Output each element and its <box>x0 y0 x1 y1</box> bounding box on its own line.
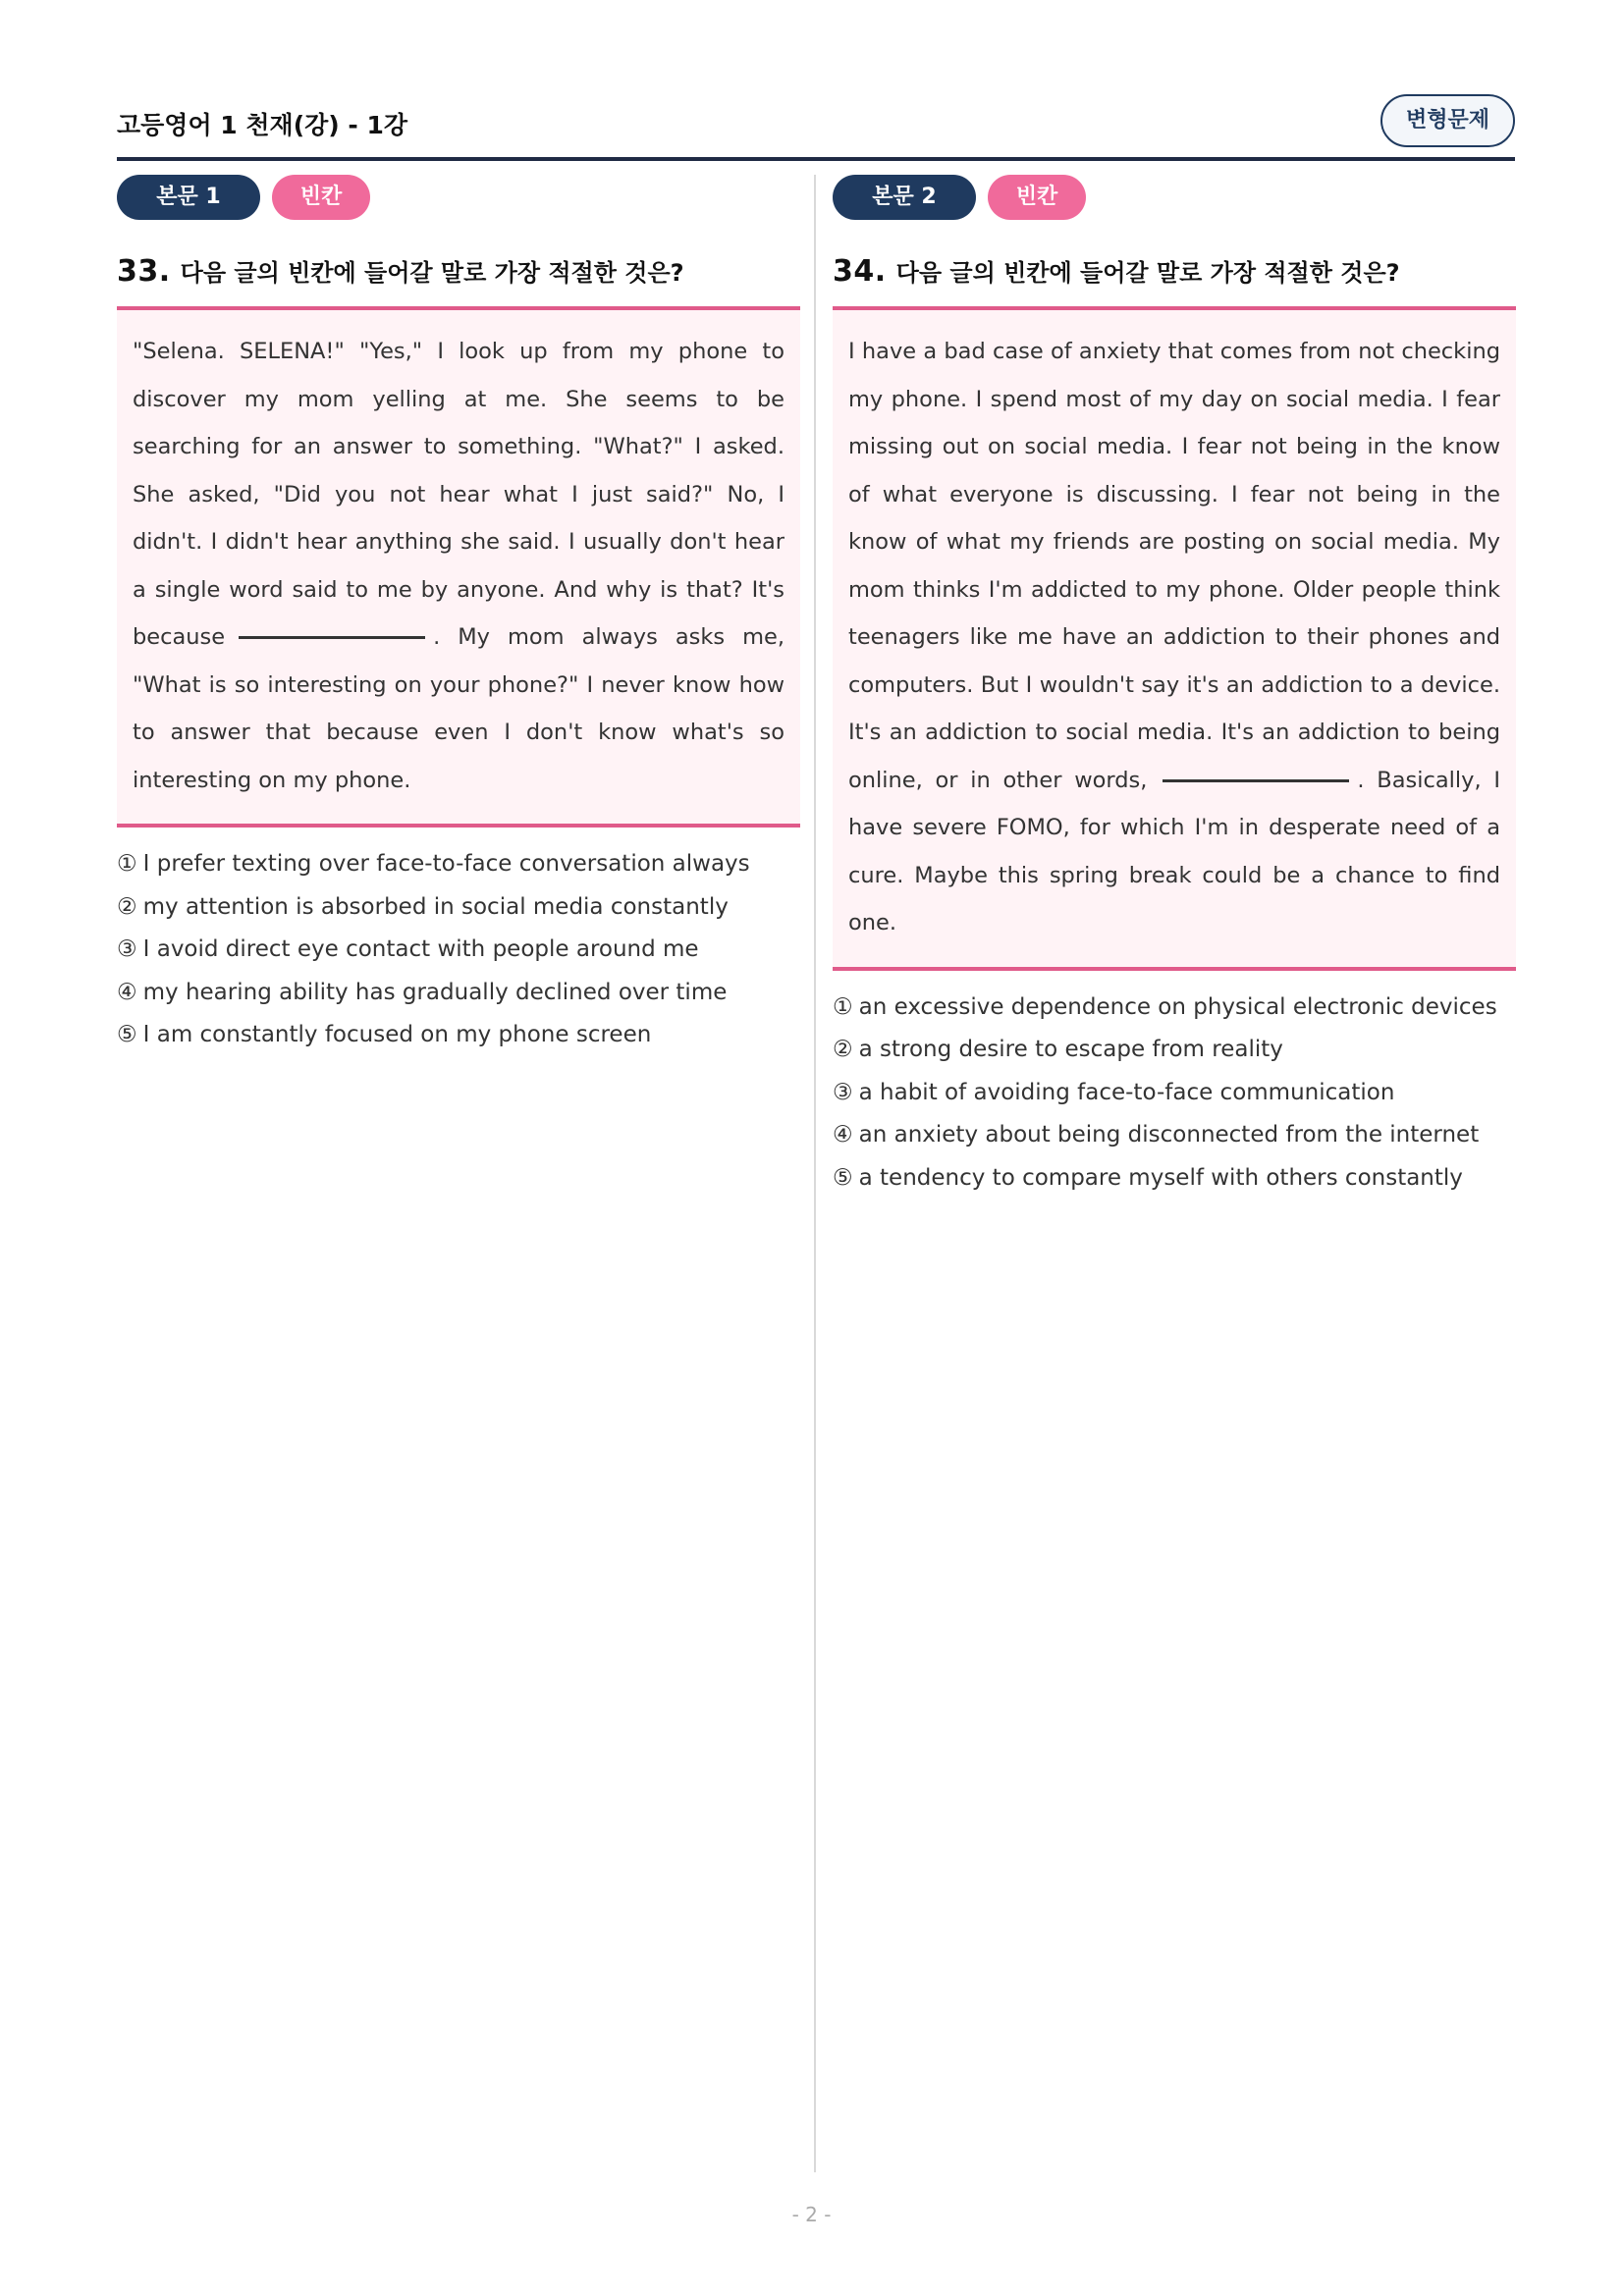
option-text: a strong desire to escape from reality <box>858 1037 1283 1062</box>
passage-text-before: "Selena. SELENA!" "Yes," I look up from my phone to discover my mom yelling at me. She seems to be searching for an answer to something. "What?" I asked. She asked, "Did you not hear what I just said?" No, I didn't. I didn't hear anything she said. I usually don't hear a single word said to me by anyone. And why is that? It's because <box>133 339 784 650</box>
option-text: my attention is absorbed in social media constantly <box>142 893 729 920</box>
page-title: 고등영어 1 천재(강) - 1강 <box>117 111 408 139</box>
option-number: ② <box>833 1037 853 1062</box>
page-number: - 2 - <box>791 2203 832 2226</box>
passage-box <box>833 306 1516 971</box>
answer-blank <box>1163 779 1349 782</box>
question-33-column <box>117 175 800 1057</box>
question-tags <box>117 175 800 222</box>
answer-options <box>833 987 1516 1201</box>
option-number: ② <box>117 893 137 920</box>
column-divider <box>814 175 816 2172</box>
option-1[interactable] <box>833 987 1516 1030</box>
option-text: a tendency to compare myself with others constantly <box>858 1164 1463 1191</box>
passage-text-after: . Basically, I have severe FOMO, for which I'm in desperate need of a cure. Maybe this spring break could be a chance to find one. <box>848 767 1501 935</box>
question-number: 34. <box>833 254 887 289</box>
question-34-column <box>833 175 1516 1200</box>
question-prompt: 다음 글의 빈칸에 들어갈 말로 가장 적절한 것은? <box>895 259 1400 287</box>
option-5[interactable] <box>833 1157 1516 1201</box>
question-tags <box>833 175 1516 222</box>
option-5[interactable] <box>117 1014 800 1057</box>
passage-text-before: I have a bad case of anxiety that comes from not checking my phone. I spend most of my day on social media. I fear missing out on social media. I fear not being in the know of what everyone is discussing. I fear not being in the know of what my friends are posting on social media. My mom thinks I'm addicted to my phone. Older people think teenagers like me have an addiction to their phones and computers. But I wouldn't say it's an addiction to a device. It's an addiction to social media. It's an addiction to being online, or in other words, <box>848 339 1500 793</box>
option-text: a habit of avoiding face-to-face communication <box>858 1079 1395 1105</box>
option-4[interactable] <box>117 972 800 1015</box>
option-number: ① <box>833 993 853 1020</box>
option-number: ③ <box>117 936 137 962</box>
passage-text-after: . My mom always asks me, "What is so interesting on your phone?" I never know how to answer that because even I don't know what's so interesting on my phone. <box>133 624 784 793</box>
option-text: I prefer texting over face-to-face conversation always <box>142 851 750 877</box>
option-4[interactable] <box>833 1114 1516 1157</box>
option-number: ③ <box>833 1079 853 1105</box>
option-text: I am constantly focused on my phone screen <box>142 1022 652 1047</box>
passage-box <box>117 306 800 828</box>
option-3[interactable] <box>117 929 800 972</box>
answer-blank <box>239 636 425 639</box>
option-3[interactable] <box>833 1072 1516 1115</box>
option-1[interactable] <box>117 843 800 886</box>
section-tag: 본문 1 <box>117 175 260 220</box>
option-text: an excessive dependence on physical electronic devices <box>858 993 1497 1020</box>
option-text: my hearing ability has gradually declined over time <box>142 979 728 1005</box>
option-number: ① <box>117 851 137 877</box>
option-2[interactable] <box>833 1029 1516 1072</box>
option-2[interactable] <box>117 886 800 930</box>
option-number: ④ <box>833 1122 853 1148</box>
type-tag: 빈칸 <box>988 175 1086 220</box>
option-number: ⑤ <box>117 1022 137 1047</box>
option-text: an anxiety about being disconnected from the internet <box>858 1122 1480 1148</box>
variant-badge: 변형문제 <box>1380 94 1515 147</box>
page-header <box>117 90 1515 161</box>
question-number: 33. <box>117 254 171 289</box>
option-number: ④ <box>117 979 137 1005</box>
section-tag: 본문 2 <box>833 175 976 220</box>
option-text: I avoid direct eye contact with people around me <box>142 936 699 962</box>
question-heading <box>833 253 1516 293</box>
option-number: ⑤ <box>833 1164 853 1191</box>
question-heading <box>117 253 800 293</box>
type-tag: 빈칸 <box>272 175 370 220</box>
answer-options <box>117 843 800 1057</box>
question-prompt: 다음 글의 빈칸에 들어갈 말로 가장 적절한 것은? <box>180 259 684 287</box>
